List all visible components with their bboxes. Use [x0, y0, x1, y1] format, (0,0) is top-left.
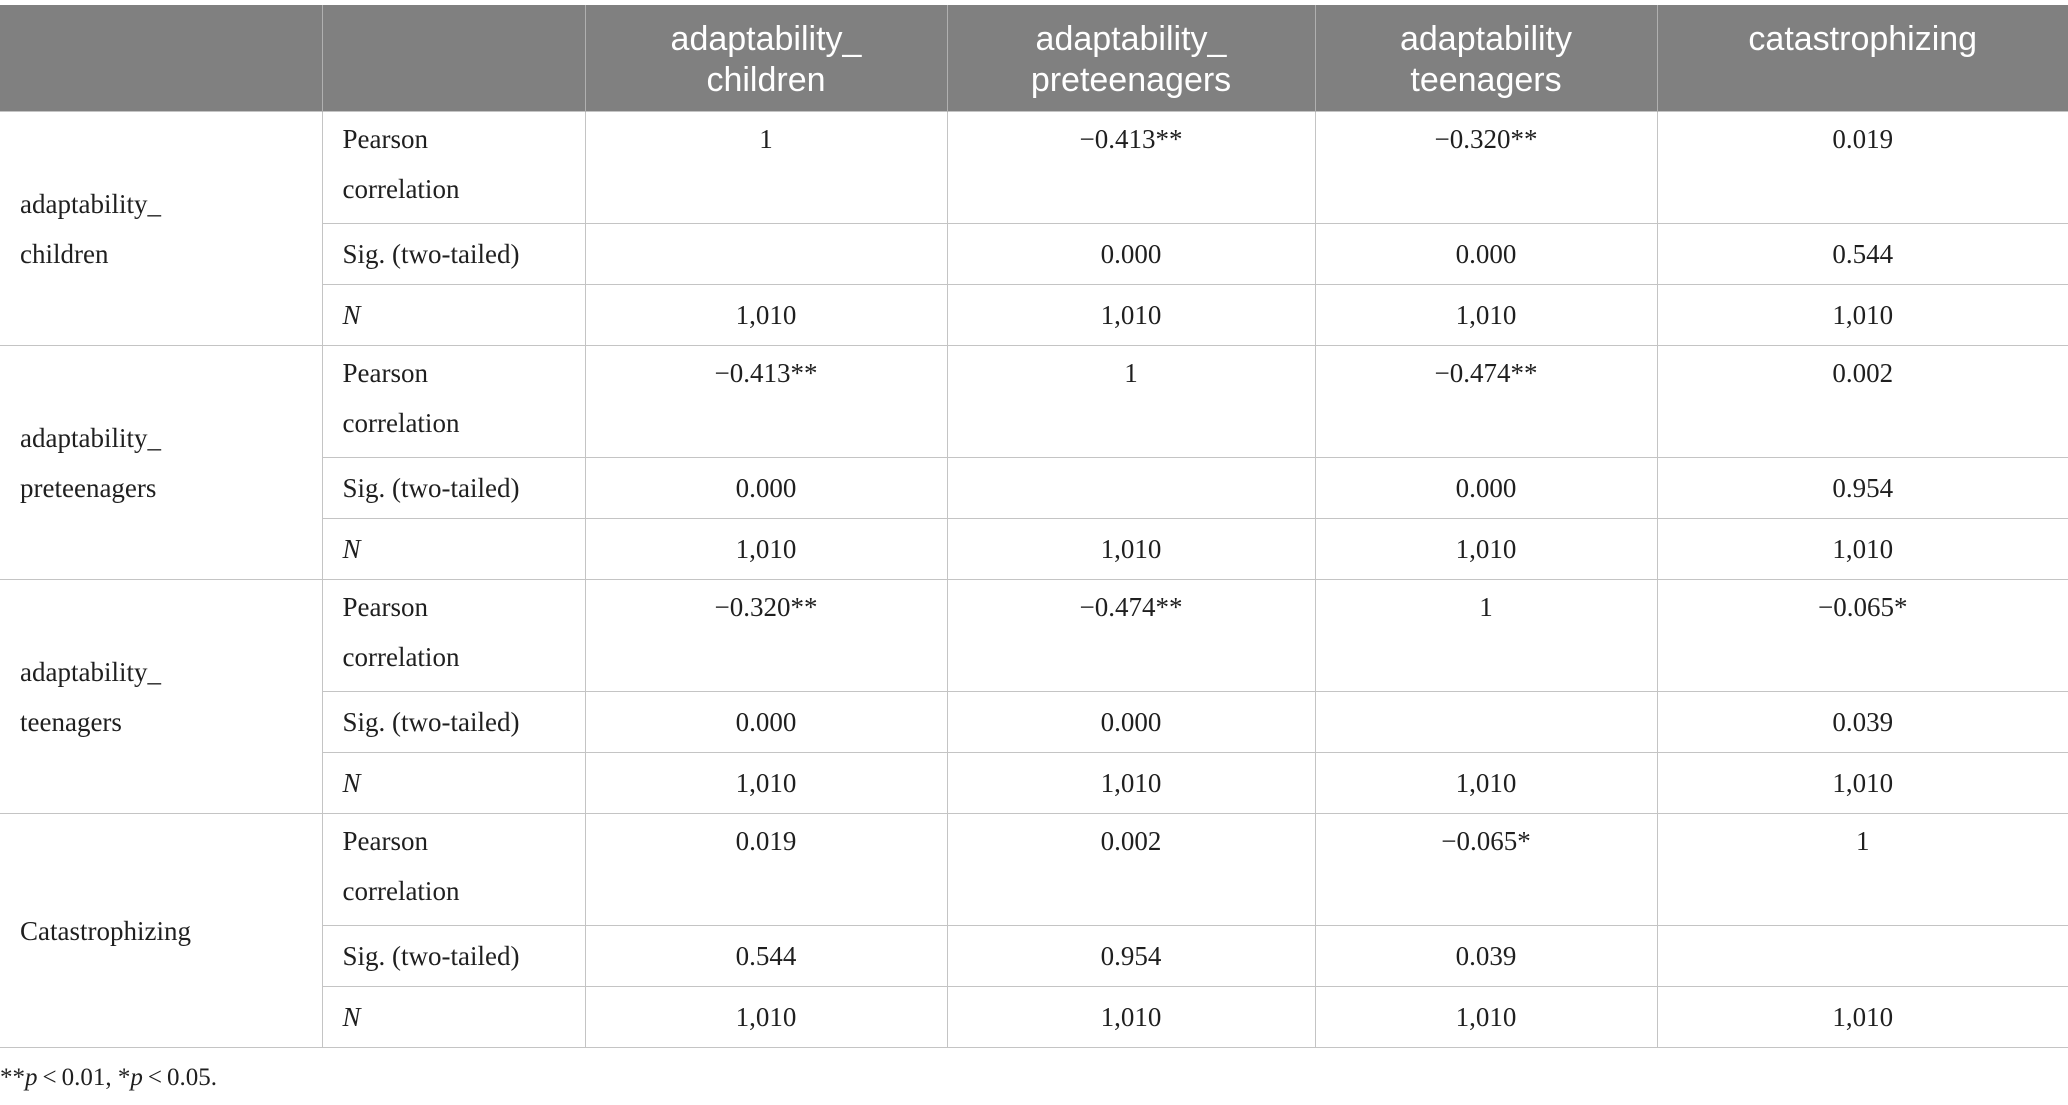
- table-cell: −0.320**: [1315, 112, 1657, 224]
- table-cell: 1,010: [1315, 987, 1657, 1048]
- correlation-table-container: [0, 5, 2068, 1048]
- table-row: [0, 112, 2068, 224]
- table-cell: 1,010: [1315, 519, 1657, 580]
- header-catastrophizing: catastrophizing: [1657, 5, 2068, 112]
- table-cell: 0.000: [585, 458, 947, 519]
- table-row: [0, 346, 2068, 458]
- table-cell: 1,010: [1657, 285, 2068, 346]
- header-adaptability-preteenagers: adaptability_ preteenagers: [947, 5, 1315, 112]
- table-cell: −0.320**: [585, 580, 947, 692]
- table-cell: 1,010: [1657, 987, 2068, 1048]
- table-cell: 1,010: [1657, 519, 2068, 580]
- stat-label-n: N: [322, 753, 585, 814]
- header-empty-2: [322, 5, 585, 112]
- correlation-table: [0, 5, 2068, 1048]
- table-cell: 0.039: [1657, 692, 2068, 753]
- table-cell: 1,010: [947, 285, 1315, 346]
- stat-label-sig: Sig. (two-tailed): [322, 692, 585, 753]
- table-cell: 1,010: [585, 987, 947, 1048]
- footnote-stars: **: [0, 1064, 25, 1091]
- stat-label-pearson: Pearson correlation: [322, 814, 585, 926]
- table-body: [0, 112, 2068, 1048]
- table-cell: 0.000: [947, 692, 1315, 753]
- table-cell: [1657, 926, 2068, 987]
- header-adaptability-teenagers: adaptability teenagers: [1315, 5, 1657, 112]
- table-cell: −0.065*: [1657, 580, 2068, 692]
- table-cell: 1,010: [1657, 753, 2068, 814]
- table-cell: 1: [585, 112, 947, 224]
- row-variable-name: adaptability_ children: [0, 112, 322, 346]
- table-cell: 0.954: [947, 926, 1315, 987]
- header-row: [0, 5, 2068, 112]
- header-adaptability-children: adaptability_ children: [585, 5, 947, 112]
- table-cell: 0.544: [1657, 224, 2068, 285]
- table-cell: 0.000: [947, 224, 1315, 285]
- table-cell: 1,010: [585, 519, 947, 580]
- stat-label-pearson: Pearson correlation: [322, 580, 585, 692]
- row-variable-name: adaptability_ teenagers: [0, 580, 322, 814]
- stat-label-pearson: Pearson correlation: [322, 112, 585, 224]
- table-cell: 0.002: [1657, 346, 2068, 458]
- table-cell: 0.039: [1315, 926, 1657, 987]
- table-cell: −0.065*: [1315, 814, 1657, 926]
- stat-label-n: N: [322, 285, 585, 346]
- table-cell: 1,010: [1315, 753, 1657, 814]
- table-cell: 1,010: [947, 753, 1315, 814]
- table-cell: [947, 458, 1315, 519]
- footnote-p-2: p: [130, 1064, 143, 1091]
- table-cell: 0.544: [585, 926, 947, 987]
- table-cell: 0.000: [1315, 224, 1657, 285]
- table-cell: −0.413**: [947, 112, 1315, 224]
- table-footnote: [0, 1060, 217, 1096]
- table-cell: 0.000: [585, 692, 947, 753]
- header-empty-1: [0, 5, 322, 112]
- table-cell: −0.474**: [947, 580, 1315, 692]
- table-cell: 0.000: [1315, 458, 1657, 519]
- stat-label-sig: Sig. (two-tailed): [322, 458, 585, 519]
- footnote-threshold-1: < 0.01, *: [37, 1064, 131, 1091]
- table-cell: 1,010: [947, 987, 1315, 1048]
- table-cell: −0.413**: [585, 346, 947, 458]
- table-cell: 0.954: [1657, 458, 2068, 519]
- stat-label-sig: Sig. (two-tailed): [322, 224, 585, 285]
- table-cell: [1315, 692, 1657, 753]
- stat-label-sig: Sig. (two-tailed): [322, 926, 585, 987]
- table-row: [0, 580, 2068, 692]
- table-cell: 0.002: [947, 814, 1315, 926]
- table-cell: 1,010: [1315, 285, 1657, 346]
- table-cell: 0.019: [1657, 112, 2068, 224]
- table-cell: 1: [1315, 580, 1657, 692]
- table-cell: 1,010: [585, 753, 947, 814]
- table-row: [0, 814, 2068, 926]
- footnote-threshold-2: < 0.05.: [142, 1064, 217, 1091]
- table-cell: 0.019: [585, 814, 947, 926]
- table-cell: 1: [1657, 814, 2068, 926]
- footnote-p-1: p: [25, 1064, 38, 1091]
- table-cell: 1,010: [585, 285, 947, 346]
- stat-label-n: N: [322, 519, 585, 580]
- stat-label-pearson: Pearson correlation: [322, 346, 585, 458]
- stat-label-n: N: [322, 987, 585, 1048]
- table-cell: 1,010: [947, 519, 1315, 580]
- table-cell: [585, 224, 947, 285]
- table-cell: −0.474**: [1315, 346, 1657, 458]
- row-variable-name: adaptability_ preteenagers: [0, 346, 322, 580]
- row-variable-name: Catastrophizing: [0, 814, 322, 1048]
- table-cell: 1: [947, 346, 1315, 458]
